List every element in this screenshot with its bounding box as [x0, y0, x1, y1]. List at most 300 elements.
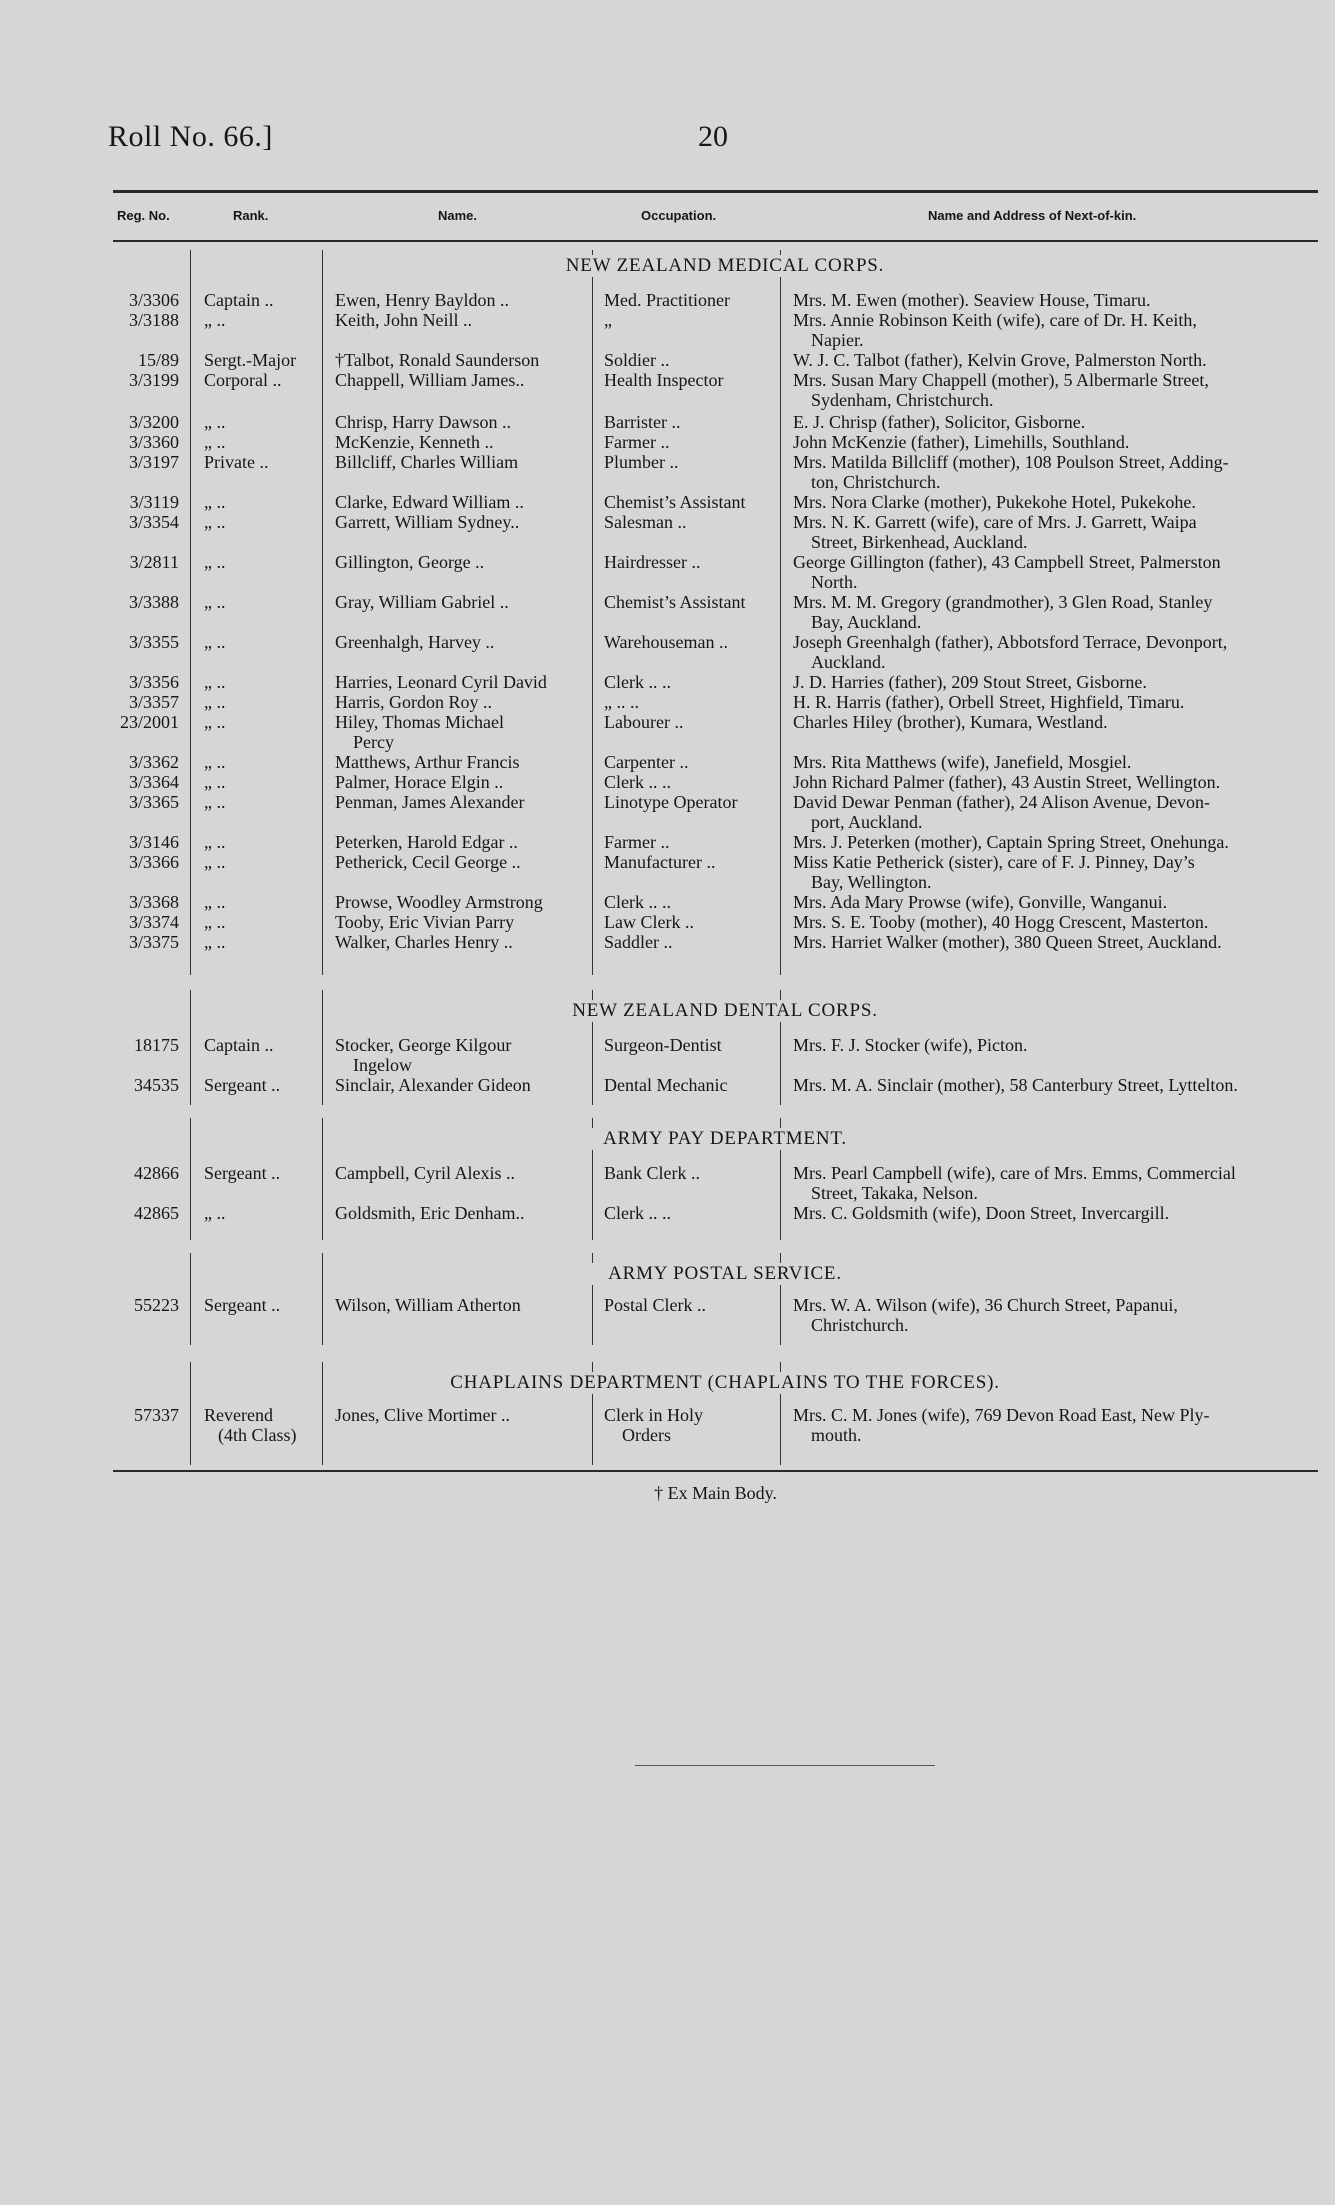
next-of-kin: [793, 792, 1328, 832]
soldier-name: [335, 712, 607, 752]
occupation: [604, 1405, 779, 1445]
rank: [204, 1075, 329, 1095]
reg-number-line: 3/3360: [128, 432, 179, 452]
occupation: [604, 592, 779, 612]
occupation-line: „ .. ..: [604, 692, 639, 712]
rank-line: „ ..: [204, 492, 226, 512]
next-of-kin-line: George Gillington (father), 43 Campbell Street, Palmerston: [793, 552, 1221, 572]
section-title: ARMY POSTAL SERVICE.: [330, 1263, 1120, 1285]
occupation-line: Health Inspector: [604, 370, 724, 390]
next-of-kin: [793, 712, 1328, 732]
reg-number-line: 3/3362: [128, 752, 179, 772]
soldier-name-line: Petherick, Cecil George ..: [335, 852, 521, 872]
reg-number: [113, 832, 179, 852]
occupation-line: Chemist’s Assistant: [604, 592, 746, 612]
next-of-kin-continuation: Christchurch.: [811, 1315, 909, 1335]
next-of-kin-continuation: ton, Christchurch.: [811, 472, 941, 492]
rank: [204, 592, 329, 612]
rank: [204, 370, 329, 390]
reg-number-line: 3/2811: [129, 552, 179, 572]
occupation-line: „: [604, 310, 612, 330]
rank-line: Private ..: [204, 452, 269, 472]
rank: [204, 310, 329, 330]
soldier-name-line: Matthews, Arthur Francis: [335, 752, 520, 772]
occupation-line: Soldier ..: [604, 350, 670, 370]
rank: [204, 792, 329, 812]
next-of-kin-line: J. D. Harries (father), 209 Stout Street, Gisborne.: [793, 672, 1147, 692]
occupation-line: Saddler ..: [604, 932, 673, 952]
next-of-kin-continuation: Napier.: [811, 330, 864, 350]
soldier-name-line: †Talbot, Ronald Saunderson: [335, 350, 540, 370]
soldier-name-line: Harris, Gordon Roy ..: [335, 692, 492, 712]
rank-line: „ ..: [204, 592, 226, 612]
next-of-kin: [793, 672, 1328, 692]
next-of-kin-continuation: North.: [811, 572, 858, 592]
rank-line: Sergt.-Major: [204, 350, 297, 370]
soldier-name-line: Sinclair, Alexander Gideon: [335, 1075, 531, 1095]
rank-line: „ ..: [204, 632, 226, 652]
reg-number-line: 42865: [134, 1203, 179, 1223]
rank-line: „ ..: [204, 672, 226, 692]
reg-number: [113, 412, 179, 432]
soldier-name: [335, 772, 607, 792]
rank: [204, 1163, 329, 1183]
reg-number: [113, 1295, 179, 1315]
occupation-line: Clerk .. ..: [604, 1203, 671, 1223]
next-of-kin-line: Charles Hiley (brother), Kumara, Westland.: [793, 712, 1108, 732]
reg-number-line: 3/3366: [128, 852, 179, 872]
rank: [204, 852, 329, 872]
reg-number-line: 3/3357: [128, 692, 179, 712]
reg-number-line: 3/3375: [128, 932, 179, 952]
reg-number-line: 3/3197: [128, 452, 179, 472]
occupation-line: Hairdresser ..: [604, 552, 701, 572]
reg-number: [113, 632, 179, 652]
next-of-kin-continuation: Auckland.: [811, 652, 886, 672]
occupation: [604, 792, 779, 812]
soldier-name-line: McKenzie, Kenneth ..: [335, 432, 494, 452]
next-of-kin: [793, 692, 1328, 712]
reg-number-line: 3/3188: [128, 310, 179, 330]
rank-line: „ ..: [204, 552, 226, 572]
occupation: [604, 1035, 779, 1055]
rank: [204, 1203, 329, 1223]
rank-line: Corporal ..: [204, 370, 282, 390]
reg-number: [113, 310, 179, 330]
soldier-name-line: Hiley, Thomas Michael: [335, 712, 504, 732]
occupation: [604, 1295, 779, 1315]
soldier-name: [335, 370, 607, 390]
occupation-line: Farmer ..: [604, 832, 670, 852]
next-of-kin: [793, 1405, 1328, 1445]
next-of-kin: [793, 290, 1328, 310]
rank-line: „ ..: [204, 912, 226, 932]
next-of-kin-line: Miss Katie Petherick (sister), care of F. J. Pinney, Day’s: [793, 852, 1195, 872]
next-of-kin-line: Mrs. C. Goldsmith (wife), Doon Street, Invercargill.: [793, 1203, 1170, 1223]
table-top-rule: [113, 190, 1318, 193]
soldier-name-line: Wilson, William Atherton: [335, 1295, 521, 1315]
soldier-name: [335, 672, 607, 692]
rank-line: „ ..: [204, 692, 226, 712]
rank: [204, 1035, 329, 1055]
next-of-kin: [793, 852, 1328, 892]
soldier-name: [335, 1295, 607, 1315]
soldier-name-line: Gray, William Gabriel ..: [335, 592, 509, 612]
occupation: [604, 552, 779, 572]
next-of-kin-line: Joseph Greenhalgh (father), Abbotsford Terrace, Devonport,: [793, 632, 1228, 652]
column-divider: [190, 250, 191, 975]
rank-line: „ ..: [204, 310, 226, 330]
occupation: [604, 932, 779, 952]
occupation-line: Clerk in Holy: [604, 1405, 703, 1425]
reg-number-line: 3/3354: [128, 512, 179, 532]
column-headers: [113, 200, 1318, 238]
next-of-kin: [793, 452, 1328, 492]
reg-number-line: 3/3368: [128, 892, 179, 912]
next-of-kin: [793, 592, 1328, 632]
next-of-kin-line: Mrs. F. J. Stocker (wife), Picton.: [793, 1035, 1028, 1055]
reg-number-line: 3/3388: [128, 592, 179, 612]
reg-number-line: 3/3364: [128, 772, 179, 792]
rank: [204, 892, 329, 912]
occupation: [604, 290, 779, 310]
next-of-kin-line: Mrs. Matilda Billcliff (mother), 108 Poulson Street, Adding-: [793, 452, 1229, 472]
rank-line: „ ..: [204, 712, 226, 732]
next-of-kin-continuation: port, Auckland.: [811, 812, 923, 832]
next-of-kin-continuation: mouth.: [811, 1425, 862, 1445]
reg-number-line: 3/3355: [128, 632, 179, 652]
next-of-kin-line: Mrs. S. E. Tooby (mother), 40 Hogg Crescent, Masterton.: [793, 912, 1209, 932]
occupation: [604, 452, 779, 472]
next-of-kin-line: Mrs. Ada Mary Prowse (wife), Gonville, Wanganui.: [793, 892, 1168, 912]
next-of-kin: [793, 1035, 1328, 1055]
soldier-name: [335, 1405, 607, 1425]
rank: [204, 1295, 329, 1315]
page-number: 20: [698, 120, 728, 153]
reg-number: [113, 350, 179, 370]
next-of-kin: [793, 1075, 1328, 1095]
occupation: [604, 512, 779, 532]
soldier-name: [335, 290, 607, 310]
next-of-kin: [793, 432, 1328, 452]
next-of-kin-line: John Richard Palmer (father), 43 Austin Street, Wellington.: [793, 772, 1221, 792]
occupation-line: Manufacturer ..: [604, 852, 716, 872]
rank-line: „ ..: [204, 432, 226, 452]
next-of-kin: [793, 492, 1328, 512]
soldier-name-line: Billcliff, Charles William: [335, 452, 519, 472]
next-of-kin: [793, 832, 1328, 852]
next-of-kin: [793, 932, 1328, 952]
next-of-kin: [793, 1295, 1328, 1335]
reg-number: [113, 290, 179, 310]
rank-line: „ ..: [204, 892, 226, 912]
rank: [204, 512, 329, 532]
footnote: † Ex Main Body.: [654, 1483, 777, 1503]
next-of-kin-line: Mrs. Pearl Campbell (wife), care of Mrs. Emms, Commercial: [793, 1163, 1236, 1183]
reg-number-line: 3/3306: [128, 290, 179, 310]
rank: [204, 772, 329, 792]
next-of-kin: [793, 370, 1328, 410]
soldier-name: [335, 412, 607, 432]
reg-number-line: 23/2001: [119, 712, 179, 732]
reg-number-line: 57337: [134, 1405, 179, 1425]
soldier-name: [335, 852, 607, 872]
rank-line: „ ..: [204, 832, 226, 852]
column-divider: [190, 1118, 191, 1240]
rank: [204, 912, 329, 932]
rank-line: Captain ..: [204, 1035, 274, 1055]
reg-number: [113, 912, 179, 932]
reg-number: [113, 1163, 179, 1183]
rank-line: „ ..: [204, 932, 226, 952]
reg-number-line: 18175: [134, 1035, 179, 1055]
occupation-line: Salesman ..: [604, 512, 687, 532]
soldier-name-line: Gillington, George ..: [335, 552, 485, 572]
reg-number: [113, 772, 179, 792]
rank: [204, 672, 329, 692]
rank-line: „ ..: [204, 752, 226, 772]
rank: [204, 452, 329, 472]
next-of-kin-line: H. R. Harris (father), Orbell Street, Highfield, Timaru.: [793, 692, 1185, 712]
rank-line: Sergeant ..: [204, 1163, 281, 1183]
occupation-line: Postal Clerk ..: [604, 1295, 706, 1315]
next-of-kin-line: Mrs. Nora Clarke (mother), Pukekohe Hotel, Pukekohe.: [793, 492, 1196, 512]
soldier-name-line: Ewen, Henry Bayldon ..: [335, 290, 509, 310]
column-divider: [190, 1362, 191, 1465]
reg-number: [113, 672, 179, 692]
occupation-line: Clerk .. ..: [604, 672, 671, 692]
col-header-next-of-kin: Name and Address of Next-of-kin.: [928, 208, 1137, 223]
rank: [204, 432, 329, 452]
next-of-kin: [793, 632, 1328, 672]
roll-number: Roll No. 66.]: [108, 120, 273, 153]
occupation-line: Plumber ..: [604, 452, 679, 472]
occupation-line: Law Clerk ..: [604, 912, 694, 932]
next-of-kin-line: David Dewar Penman (father), 24 Alison Avenue, Devon-: [793, 792, 1211, 812]
next-of-kin: [793, 892, 1328, 912]
occupation: [604, 412, 779, 432]
occupation: [604, 432, 779, 452]
reg-number-line: 3/3146: [128, 832, 179, 852]
rank: [204, 752, 329, 772]
column-divider: [780, 250, 781, 975]
soldier-name: [335, 832, 607, 852]
soldier-name-continuation: Percy: [353, 732, 394, 752]
reg-number-line: 42866: [134, 1163, 179, 1183]
soldier-name-continuation: Ingelow: [353, 1055, 412, 1075]
occupation-line: Farmer ..: [604, 432, 670, 452]
reg-number: [113, 370, 179, 390]
occupation: [604, 712, 779, 732]
rank-line: „ ..: [204, 792, 226, 812]
soldier-name: [335, 1035, 607, 1075]
reg-number-line: 3/3374: [128, 912, 179, 932]
reg-number-line: 55223: [134, 1295, 179, 1315]
rank-line: Sergeant ..: [204, 1295, 281, 1315]
rank: [204, 712, 329, 732]
reg-number-line: 3/3200: [128, 412, 179, 432]
next-of-kin-continuation: Street, Takaka, Nelson.: [811, 1183, 978, 1203]
next-of-kin-line: Mrs. Annie Robinson Keith (wife), care of Dr. H. Keith,: [793, 310, 1197, 330]
occupation: [604, 310, 779, 330]
rank: [204, 932, 329, 952]
rank: [204, 290, 329, 310]
rank: [204, 832, 329, 852]
reg-number: [113, 452, 179, 472]
soldier-name-line: Peterken, Harold Edgar ..: [335, 832, 518, 852]
rank-line: Reverend: [204, 1405, 273, 1425]
occupation: [604, 772, 779, 792]
rank: [204, 1405, 329, 1445]
reg-number: [113, 712, 179, 732]
next-of-kin-line: Mrs. J. Peterken (mother), Captain Spring Street, Onehunga.: [793, 832, 1229, 852]
column-divider: [190, 990, 191, 1105]
occupation: [604, 672, 779, 692]
occupation: [604, 832, 779, 852]
soldier-name-line: Keith, John Neill ..: [335, 310, 472, 330]
reg-number: [113, 852, 179, 872]
reg-number: [113, 892, 179, 912]
col-header-rank: Rank.: [233, 208, 269, 223]
rank-continuation: (4th Class): [218, 1425, 297, 1445]
occupation-line: Surgeon-Dentist: [604, 1035, 722, 1055]
next-of-kin: [793, 350, 1328, 370]
rank: [204, 632, 329, 652]
next-of-kin: [793, 912, 1328, 932]
reg-number-line: 3/3199: [128, 370, 179, 390]
occupation: [604, 752, 779, 772]
next-of-kin-continuation: Street, Birkenhead, Auckland.: [811, 532, 1028, 552]
occupation: [604, 852, 779, 872]
soldier-name: [335, 1075, 607, 1095]
soldier-name: [335, 1163, 607, 1183]
col-header-occupation: Occupation.: [641, 208, 717, 223]
soldier-name: [335, 912, 607, 932]
occupation-line: Bank Clerk ..: [604, 1163, 700, 1183]
soldier-name-line: Tooby, Eric Vivian Parry: [335, 912, 515, 932]
next-of-kin-line: Mrs. M. Ewen (mother). Seaview House, Timaru.: [793, 290, 1151, 310]
reg-number: [113, 932, 179, 952]
soldier-name-line: Chrisp, Harry Dawson ..: [335, 412, 511, 432]
rank: [204, 552, 329, 572]
rank-line: „ ..: [204, 852, 226, 872]
soldier-name: [335, 310, 607, 330]
occupation: [604, 692, 779, 712]
occupation-line: Clerk .. ..: [604, 772, 671, 792]
next-of-kin-line: Mrs. M. A. Sinclair (mother), 58 Canterbury Street, Lyttelton.: [793, 1075, 1238, 1095]
next-of-kin-line: Mrs. C. M. Jones (wife), 769 Devon Road East, New Ply-: [793, 1405, 1210, 1425]
reg-number: [113, 1405, 179, 1425]
reg-number-line: 3/3356: [128, 672, 179, 692]
next-of-kin-continuation: Bay, Wellington.: [811, 872, 932, 892]
section-title: NEW ZEALAND DENTAL CORPS.: [330, 1000, 1120, 1022]
occupation: [604, 632, 779, 652]
rank-line: Captain ..: [204, 290, 274, 310]
next-of-kin: [793, 412, 1328, 432]
occupation-line: Warehouseman ..: [604, 632, 729, 652]
next-of-kin-line: Mrs. W. A. Wilson (wife), 36 Church Street, Papanui,: [793, 1295, 1178, 1315]
soldier-name-line: Walker, Charles Henry ..: [335, 932, 513, 952]
next-of-kin-line: E. J. Chrisp (father), Solicitor, Gisborne.: [793, 412, 1086, 432]
next-of-kin-line: Mrs. Rita Matthews (wife), Janefield, Mosgiel.: [793, 752, 1132, 772]
rank: [204, 412, 329, 432]
soldier-name: [335, 592, 607, 612]
occupation: [604, 1163, 779, 1183]
soldier-name: [335, 892, 607, 912]
next-of-kin: [793, 552, 1328, 592]
occupation-line: Carpenter ..: [604, 752, 689, 772]
next-of-kin-continuation: Bay, Auckland.: [811, 612, 922, 632]
section-title: CHAPLAINS DEPARTMENT (CHAPLAINS TO THE FORCES).: [330, 1372, 1120, 1394]
rank-line: „ ..: [204, 772, 226, 792]
next-of-kin-line: W. J. C. Talbot (father), Kelvin Grove, Palmerston North.: [793, 350, 1207, 370]
occupation: [604, 1075, 779, 1095]
rank-line: „ ..: [204, 412, 226, 432]
occupation-line: Linotype Operator: [604, 792, 738, 812]
soldier-name-line: Greenhalgh, Harvey ..: [335, 632, 495, 652]
page-header: [108, 120, 1318, 160]
soldier-name-line: Campbell, Cyril Alexis ..: [335, 1163, 515, 1183]
occupation: [604, 1203, 779, 1223]
next-of-kin: [793, 310, 1328, 350]
occupation: [604, 912, 779, 932]
next-of-kin: [793, 772, 1328, 792]
soldier-name: [335, 512, 607, 532]
occupation-line: Clerk .. ..: [604, 892, 671, 912]
occupation-line: Chemist’s Assistant: [604, 492, 746, 512]
occupation: [604, 350, 779, 370]
next-of-kin: [793, 512, 1328, 552]
next-of-kin-line: Mrs. Harriet Walker (mother), 380 Queen Street, Auckland.: [793, 932, 1222, 952]
reg-number: [113, 752, 179, 772]
occupation-line: Med. Practitioner: [604, 290, 730, 310]
next-of-kin-line: Mrs. Susan Mary Chappell (mother), 5 Albermarle Street,: [793, 370, 1209, 390]
col-header-name: Name.: [438, 208, 478, 223]
rank-line: Sergeant ..: [204, 1075, 281, 1095]
reg-number-line: 34535: [134, 1075, 179, 1095]
occupation-line: Dental Mechanic: [604, 1075, 728, 1095]
occupation: [604, 892, 779, 912]
soldier-name-line: Garrett, William Sydney..: [335, 512, 520, 532]
soldier-name-line: Jones, Clive Mortimer ..: [335, 1405, 510, 1425]
soldier-name: [335, 432, 607, 452]
next-of-kin-line: Mrs. M. M. Gregory (grandmother), 3 Glen Road, Stanley: [793, 592, 1213, 612]
reg-number-line: 3/3119: [129, 492, 179, 512]
reg-number: [113, 592, 179, 612]
soldier-name: [335, 752, 607, 772]
soldier-name: [335, 932, 607, 952]
soldier-name-line: Penman, James Alexander: [335, 792, 525, 812]
rank: [204, 350, 329, 370]
table-header-rule: [113, 240, 1318, 242]
soldier-name: [335, 692, 607, 712]
reg-number: [113, 512, 179, 532]
occupation: [604, 492, 779, 512]
reg-number-line: 15/89: [137, 350, 179, 370]
occupation-line: Barrister ..: [604, 412, 681, 432]
section-title: ARMY PAY DEPARTMENT.: [330, 1128, 1120, 1150]
reg-number: [113, 552, 179, 572]
soldier-name-line: Clarke, Edward William ..: [335, 492, 524, 512]
reg-number: [113, 692, 179, 712]
rank-line: „ ..: [204, 1203, 226, 1223]
soldier-name-line: Stocker, George Kilgour: [335, 1035, 512, 1055]
soldier-name-line: Harries, Leonard Cyril David: [335, 672, 547, 692]
reg-number: [113, 432, 179, 452]
soldier-name: [335, 452, 607, 472]
occupation-line: Labourer ..: [604, 712, 684, 732]
column-divider: [190, 1253, 191, 1345]
